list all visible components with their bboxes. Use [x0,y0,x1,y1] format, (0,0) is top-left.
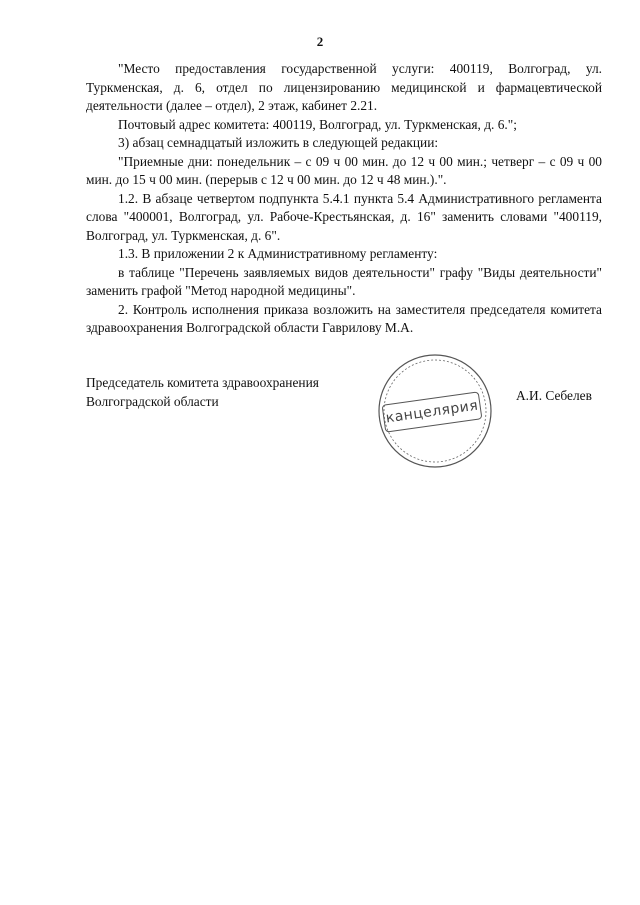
paragraph-item-3: 3) абзац семнадцатый изложить в следующей редакции: [118,135,439,150]
stamp-label: канцелярия [382,391,483,432]
signatory-name: А.И. Себелев [516,388,592,403]
paragraph-service-location: "Место предоставления государственной услуги: 400119, Волгоград, ул. Туркменская, д. 6, отдел по лицензированию медицинской и фармацевтической деятельности (далее – отдел), 2 этаж, кабинет 2.21. [86,61,602,113]
signatory-position-line1: Председатель комитета здравоохранения [86,375,319,390]
signatory-position [86,374,319,411]
paragraph-postal-address: Почтовый адрес комитета: 400119, Волгоград, ул. Туркменская, д. 6."; [118,116,517,132]
paragraph-item-2: 2. Контроль исполнения приказа возложить на заместителя председателя комитета здравоохранения Волгоградской области Гаврилову М.А. [86,301,602,335]
paragraph-table-change: в таблице "Перечень заявляемых видов деятельности" графу "Виды деятельности" заменить графой "Метод народной медицины". [86,264,602,298]
page-number: 2 [316,34,324,49]
paragraph-item-1-3: 1.3. В приложении 2 к Административному регламенту: [118,246,438,261]
signatory-position-line2: Волгоградской области [86,393,219,409]
paragraph-reception-days: "Приемные дни: понедельник – с 09 ч 00 мин. до 12 ч 00 мин.; четверг – с 09 ч 00 мин. до 15 ч 00 мин. (перерыв с 12 ч 00 мин. до 12 ч 48 мин.).". [86,153,602,187]
document-body [86,60,602,338]
paragraph-item-1-2: 1.2. В абзаце четвертом подпункта 5.4.1 пункта 5.4 Административного регламента слова "400001, Волгоград, ул. Рабоче-Крестьянская, д. 16" заменить словами "400119, Волгоград, ул. Туркменская, д. 6". [86,190,602,243]
